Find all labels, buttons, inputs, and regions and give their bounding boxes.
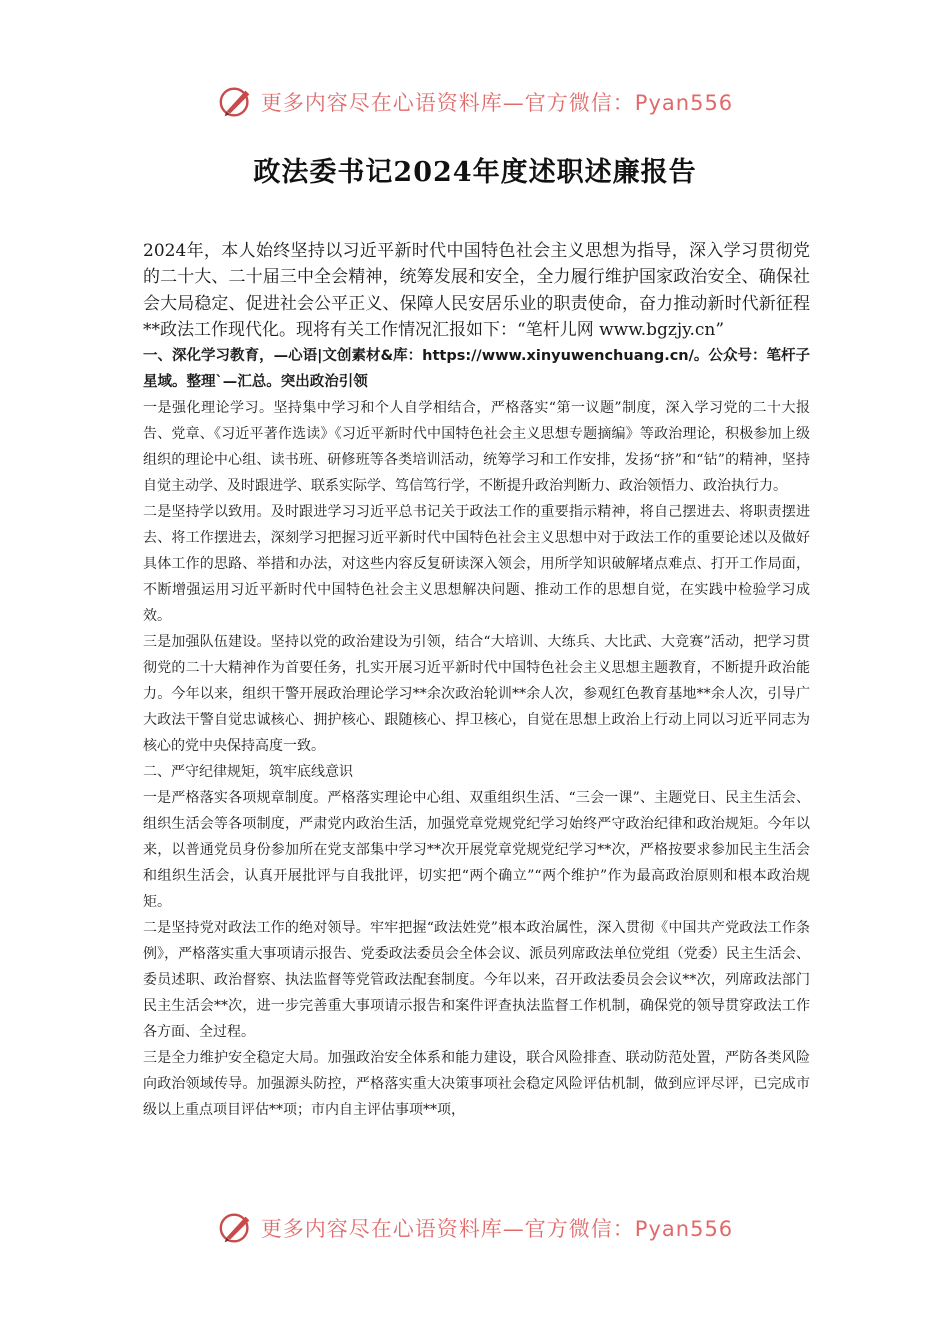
intro-paragraph: 2024年，本人始终坚持以习近平新时代中国特色社会主义思想为指导，深入学习贯彻党的二十大、二十届三中全会精神，统筹发展和安全，全力履行维护国家政治安全、确保社会大局稳定、促进社会公平正义、保障人民安居乐业的职责使命，奋力推动新时代新征程**政法工作现代化。现将有关工作情况汇报如下：“笔杆儿网 www.bgzjy.cn”	[143, 241, 810, 340]
watermark-text: 更多内容尽在心语资料库—官方微信：Pyan556	[260, 91, 734, 115]
paragraph: 三是全力维护安全稳定大局。加强政治安全体系和能力建设，联合风险排查、联动防范处置，严防各类风险向政治领域传导。加强源头防控，严格落实重大决策事项社会稳定风险评估机制，做到应评尽评，已完成市级以上重点项目评估**项；市内自主评估事项**项，	[143, 1050, 810, 1119]
watermark-text: 更多内容尽在心语资料库—官方微信：Pyan556	[260, 1217, 734, 1241]
header-watermark-banner	[0, 82, 950, 122]
section-heading-1: 一、深化学习教育，—心语|文创素材&库：https://www.xinyuwenchuang.cn/。公众号：笔杆子星域。整理`—汇总。突出政治引领	[143, 348, 810, 391]
pen-logo-icon	[217, 83, 255, 121]
paragraph: 一是强化理论学习。坚持集中学习和个人自学相结合，严格落实“第一议题”制度，深入学习党的二十大报告、党章、《习近平著作选读》《习近平新时代中国特色社会主义思想专题摘编》等政治理论，积极参加上级组织的理论中心组、读书班、研修班等各类培训活动，统筹学习和工作安排，发扬“挤”和“钻”的精神，坚持自觉主动学、及时跟进学、联系实际学、笃信笃行学，不断提升政治判断力、政治领悟力、政治执行力。	[143, 400, 810, 495]
paragraph: 二是坚持党对政法工作的绝对领导。牢牢把握“政法姓党”根本政治属性，深入贯彻《中国共产党政法工作条例》，严格落实重大事项请示报告、党委政法委员会全体会议、派员列席政法单位党组（党委）民主生活会、委员述职、政治督察、执法监督等党管政法配套制度。今年以来，召开政法委员会会议**次，列席政法部门民主生活会**次，进一步完善重大事项请示报告和案件评查执法监督工作机制，确保党的领导贯穿政法工作各方面、全过程。	[143, 920, 810, 1041]
section-heading-2: 二、严守纪律规矩，筑牢底线意识	[143, 764, 353, 781]
footer-watermark-banner	[0, 1208, 950, 1248]
paragraph: 三是加强队伍建设。坚持以党的政治建设为引领，结合“大培训、大练兵、大比武、大竞赛”活动，把学习贯彻党的二十大精神作为首要任务，扎实开展习近平新时代中国特色社会主义思想主题教育，不断提升政治能力。今年以来，组织干警开展政治理论学习**余次政治轮训**余人次，参观红色教育基地**余人次，引导广大政法干警自觉忠诚核心、拥护核心、跟随核心、捍卫核心，自觉在思想上政治上行动上同以习近平同志为核心的党中央保持高度一致。	[143, 634, 810, 755]
document-body	[143, 238, 810, 1123]
document-title: 政法委书记2024年度述职述廉报告	[253, 157, 697, 188]
paragraph: 二是坚持学以致用。及时跟进学习习近平总书记关于政法工作的重要指示精神，将自己摆进去、将职责摆进去、将工作摆进去，深刻学习把握习近平新时代中国特色社会主义思想中对于政法工作的重要论述以及做好具体工作的思路、举措和办法，对这些内容反复研读深入领会，用所学知识破解堵点难点、打开工作局面，不断增强运用习近平新时代中国特色社会主义思想解决问题、推动工作的思想自觉，在实践中检验学习成效。	[143, 504, 810, 625]
pen-logo-icon	[217, 1209, 255, 1247]
paragraph: 一是严格落实各项规章制度。严格落实理论中心组、双重组织生活、“三会一课”、主题党日、民主生活会、组织生活会等各项制度，严肃党内政治生活，加强党章党规党纪学习始终严守政治纪律和政治规矩。今年以来，以普通党员身份参加所在党支部集中学习**次开展党章党规党纪学习**次，严格按要求参加民主生活会和组织生活会，认真开展批评与自我批评，切实把“两个确立”“两个维护”作为最高政治原则和根本政治规矩。	[143, 790, 810, 911]
